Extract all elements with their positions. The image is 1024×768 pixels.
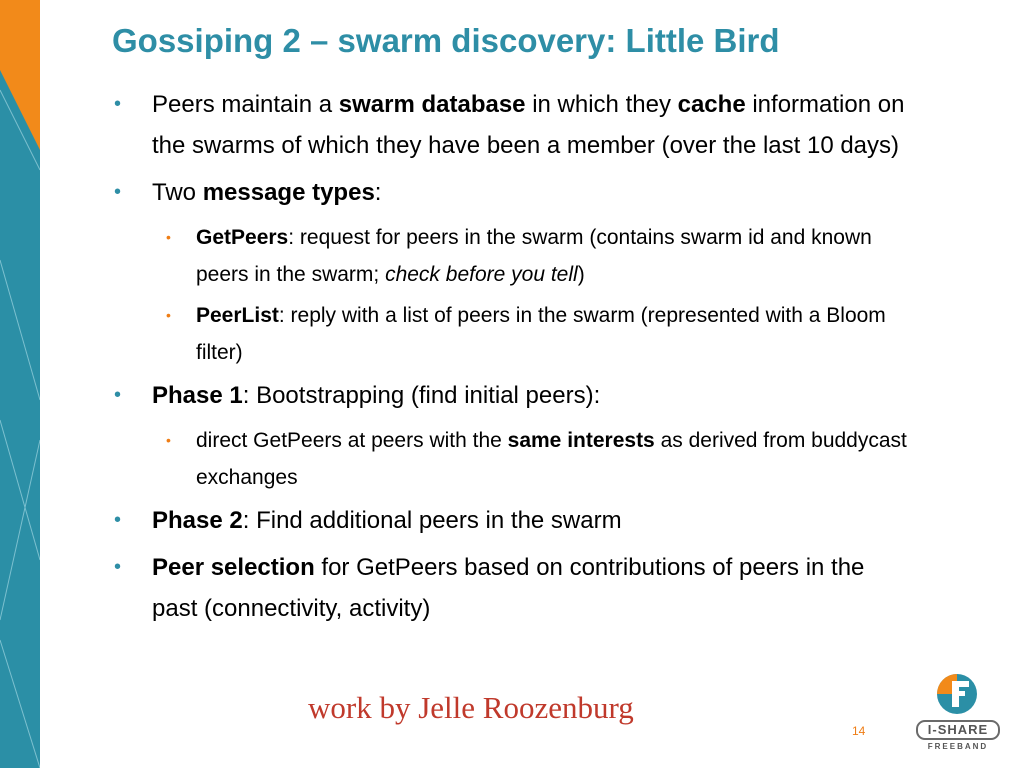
side-decoration-band <box>0 0 40 768</box>
slide-content <box>112 84 912 635</box>
bullet-dot-icon: • <box>114 384 122 406</box>
bullet-dot-icon: • <box>114 93 122 115</box>
logo-subtext: FREEBAND <box>927 742 989 751</box>
sub-bullet-item: • PeerList: reply with a list of peers in the swarm (represented with a Bloom filter) <box>112 297 912 371</box>
sub-bullet-item: • GetPeers: request for peers in the swarm (contains swarm id and known peers in the swarm; check before you tell) <box>112 219 912 293</box>
bullet-item: • Peer selection for GetPeers based on contributions of peers in the past (connectivity, activity) <box>112 547 912 629</box>
bullet-item: • Peers maintain a swarm database in which they cache information on the swarms of which they have been a member (over the last 10 days) <box>112 84 912 166</box>
decorative-lines-icon <box>0 0 40 768</box>
sub-bullet-dot-icon: • <box>166 229 171 245</box>
bullet-dot-icon: • <box>114 181 122 203</box>
bullet-item: • Phase 2: Find additional peers in the swarm <box>112 500 912 541</box>
bullet-dot-icon: • <box>114 509 122 531</box>
sub-bullet-dot-icon: • <box>166 307 171 323</box>
sub-bullet-item: • direct GetPeers at peers with the same interests as derived from buddycast exchanges <box>112 422 912 496</box>
slide-title: Gossiping 2 – swarm discovery: Little Bird <box>112 22 780 59</box>
sub-bullet-dot-icon: • <box>166 432 171 448</box>
logo-wordmark: I-SHARE <box>916 720 1000 740</box>
bullet-item: • Two message types: <box>112 172 912 213</box>
credit-text: work by Jelle Roozenburg <box>308 690 634 725</box>
bullet-dot-icon: • <box>114 556 122 578</box>
page-number: 14 <box>852 724 866 738</box>
bullet-item: • Phase 1: Bootstrapping (find initial peers): <box>112 375 912 416</box>
